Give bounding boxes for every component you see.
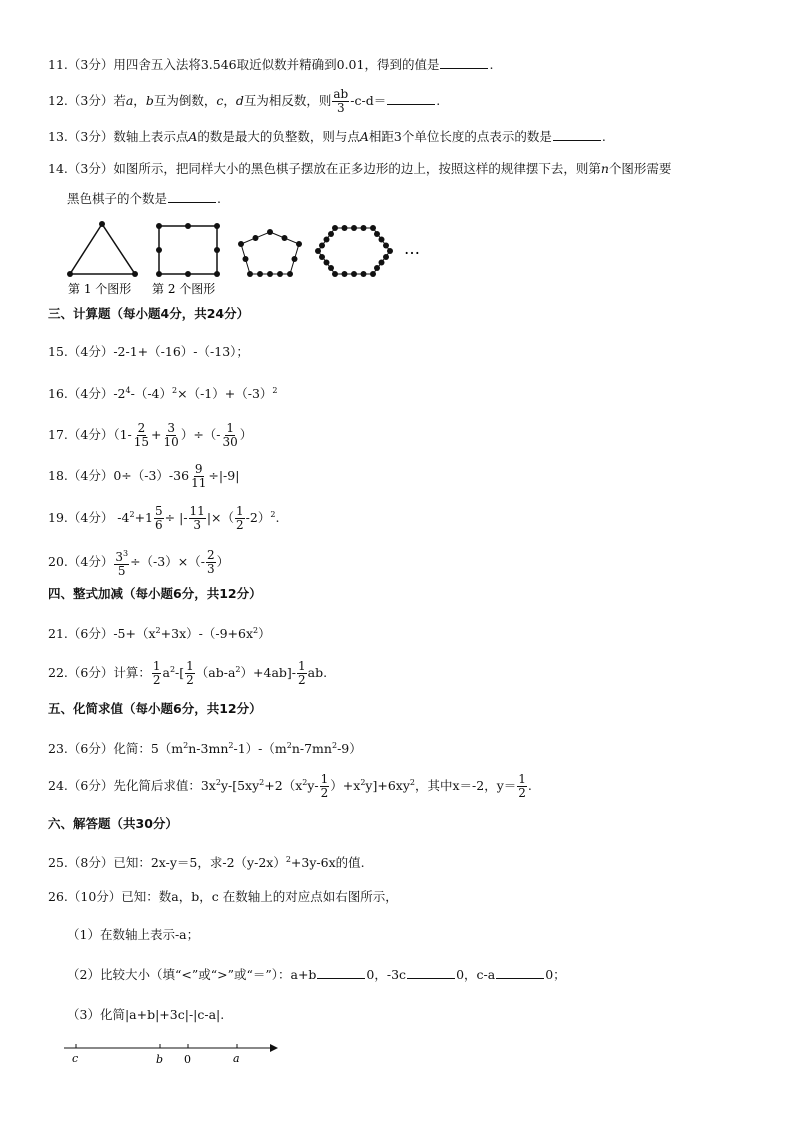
triangle-shape [70, 224, 135, 274]
question-17: 17.（4分）（1- $\frac{2}{15}$ + $\frac{3}{10}$ ）÷（- $\frac{1}{30}$ ） [48, 421, 253, 449]
figure-2-caption: 第 2 个图形 [152, 282, 216, 296]
question-21: 21.（6分）$-5+(x^2+3x)-(-9+6x^2)$ [48, 626, 271, 642]
square-shape [159, 226, 217, 274]
question-22: 22.（6分）计算： $\frac{1}{2}$ $a^2-$[ $\frac{1}{2}$ $(ab-a^2)+4ab]-$ $\frac{1}{2}$ ab. [48, 659, 328, 687]
answer-blank[interactable] [407, 966, 455, 979]
answer-blank[interactable] [440, 56, 488, 69]
section-6-heading: 六、解答题（共30分） [48, 816, 178, 831]
number-line [60, 1038, 290, 1068]
answer-blank[interactable] [317, 966, 365, 979]
answer-blank[interactable] [553, 128, 601, 141]
answer-blank[interactable] [387, 92, 435, 105]
question-14-line2: 黑色棋子的个数是 . [67, 191, 221, 206]
answer-blank[interactable] [168, 190, 216, 203]
axis-arrow [270, 1044, 278, 1052]
question-23: 23.（6分）化简：$5(m^2n-3mn^2-1)-(m^2n-7mn^2-9)$ [48, 741, 362, 757]
question-14: 14.（3分）如图所示，把同样大小的黑色棋子摆放在正多边形的边上，按照这样的规律摆下去，则第n个图形需要 [48, 161, 672, 176]
question-11: 11.（3分）用四舍五入法将3.546取近似数并精确到0.01，得到的值是 . [48, 57, 494, 72]
question-13: 13.（3分）数轴上表示点A的数是最大的负整数，则与点A相距3个单位长度的点表示的数是 . [48, 129, 606, 144]
origin-label: 0 [184, 1053, 191, 1066]
question-25: 25.（8分）已知：2x-y＝5，求$-2(y-2x)^2+3y-6x$的值. [48, 855, 365, 871]
question-20: 20.（4分） $\frac{3^3}{5}$ ÷（-3）×（- $\frac{2}{3}$ ） [48, 548, 230, 578]
fraction: $\frac{ab}{3}$ [333, 87, 349, 115]
pentagon-shape [238, 229, 302, 277]
question-26: 26.（10分）已知：数a，b，c 在数轴上的对应点如右图所示， [48, 889, 398, 904]
answer-blank[interactable] [496, 966, 544, 979]
polygon-pattern-figure [60, 218, 440, 298]
ellipsis-dots: … [404, 239, 420, 258]
question-12: 12.（3分）若a，b互为倒数，c，d互为相反数，则 $\frac{ab}{3}$ -c-d＝ . [48, 87, 441, 115]
section-4-heading: 四、整式加减（每小题6分，共12分） [48, 586, 262, 601]
question-18: 18.（4分）0÷（-3）-36 $\frac{9}{11}$ ÷|-9| [48, 462, 240, 490]
question-26-part-1: （1）在数轴上表示-a； [67, 927, 200, 942]
question-24: 24.（6分）先化简后求值：$3x^2y-[5xy^2+2(x^2y-$ $\frac{1}{2}$ ）$+x^2y]+6xy^2$，其中x＝-2，y＝ $\frac{1}{2}$ . [48, 772, 532, 800]
question-19: 19.（4分） $-4^2+1$ $\frac{5}{6}$ ÷ |- $\frac{11}{3}$ |×（ $\frac{1}{2}$ -2）$^2$. [48, 504, 280, 532]
hexagon-shape [315, 225, 393, 277]
section-3-heading: 三、计算题（每小题4分，共24分） [48, 306, 250, 321]
section-5-heading: 五、化简求值（每小题6分，共12分） [48, 701, 262, 716]
question-26-part-3: （3）化简|a+b|+3c|-|c-a|. [67, 1007, 225, 1022]
question-15: 15.（4分）-2-1+（-16）-（-13）； [48, 344, 249, 359]
point-b-label: b [156, 1053, 164, 1066]
question-26-part-2: （2）比较大小（填“<”或“>”或“＝”）：a+b 0，-3c 0，c-a 0； [67, 967, 566, 982]
point-c-label: c [72, 1052, 79, 1065]
point-a-label: a [233, 1052, 240, 1065]
question-16: 16.（4分）$-2^4-(-4)^2\times(-1)+(-3)^2$ [48, 386, 278, 402]
figure-1-caption: 第 1 个图形 [68, 282, 132, 296]
